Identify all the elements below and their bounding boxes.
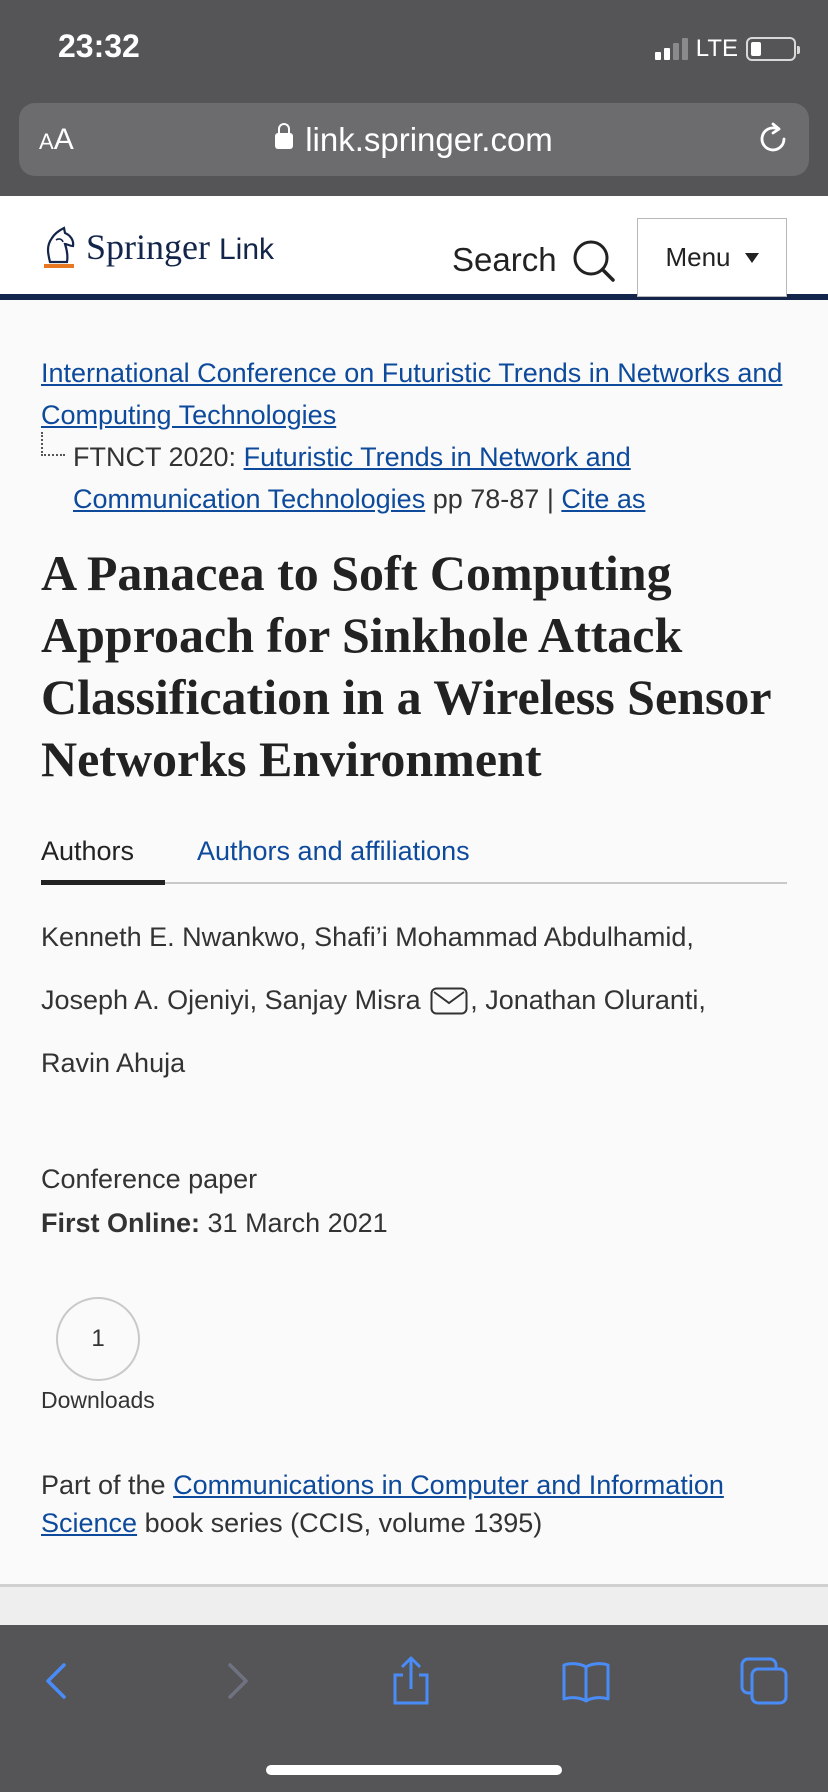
back-icon[interactable] — [32, 1655, 84, 1707]
site-header — [0, 196, 828, 300]
status-indicators — [655, 34, 796, 64]
url-display[interactable] — [19, 121, 809, 159]
menu-button[interactable] — [637, 218, 787, 297]
section-band — [0, 1587, 828, 1625]
logo-text: Springer Link — [86, 227, 275, 267]
book-series: Part of the Communications in Computer and Information Science book series (CCIS, volume 1395) — [41, 1470, 724, 1538]
proceedings-prefix: FTNCT 2020: — [73, 442, 237, 472]
paper-title: A Panacea to Soft Computing Approach for Sinkhole Attack Classification in a Wireless Sensor Networks Environment — [41, 545, 771, 787]
status-time: 23:32 — [58, 28, 140, 64]
share-icon[interactable] — [385, 1655, 437, 1707]
series-link[interactable]: Communications in Computer and Information Science — [41, 1470, 724, 1538]
breadcrumb — [41, 352, 791, 436]
email-icon[interactable] — [430, 987, 468, 1015]
author-line: Joseph A. Ojeniyi, Sanjay Misra , Jonathan Oluranti, — [41, 985, 706, 1015]
network-label: LTE — [695, 35, 738, 62]
page-range: pp 78-87 — [432, 484, 540, 514]
article-content — [41, 352, 791, 1542]
forward-icon[interactable] — [210, 1655, 262, 1707]
signal-icon — [655, 38, 688, 60]
tab-authors[interactable]: Authors — [41, 836, 135, 866]
reload-icon[interactable] — [755, 121, 791, 157]
author-tabs — [41, 836, 787, 884]
conference-link[interactable]: International Conference on Futuristic Trends in Networks and Computing Technologies — [41, 358, 783, 430]
separator: | — [546, 484, 554, 514]
proceedings-link[interactable]: Futuristic Trends in Network and Communication Technologies — [73, 442, 631, 514]
paper-type: Conference paper — [41, 1164, 258, 1194]
lock-icon — [275, 133, 293, 149]
battery-icon — [746, 37, 796, 61]
author-line: Ravin Ahuja — [41, 1048, 186, 1078]
home-indicator — [266, 1765, 562, 1775]
bookmarks-icon[interactable] — [560, 1655, 612, 1707]
first-online-label: First Online: — [41, 1208, 201, 1238]
proceedings-line — [73, 436, 791, 520]
author-line: Kenneth E. Nwankwo, Shafi’i Mohammad Abdulhamid, — [41, 922, 694, 952]
first-online-date: 31 March 2021 — [207, 1208, 388, 1238]
search-label: Search — [452, 241, 557, 278]
downloads-label: Downloads — [41, 1387, 155, 1413]
tabs-icon[interactable] — [738, 1655, 790, 1707]
cite-as-link[interactable]: Cite as — [561, 484, 646, 514]
paper-meta — [41, 1157, 791, 1245]
menu-label: Menu — [665, 242, 731, 272]
author-list — [41, 906, 791, 1095]
caret-down-icon — [745, 253, 759, 263]
url-text: link.springer.com — [305, 121, 553, 158]
text-size-button[interactable]: AA — [39, 123, 74, 156]
tree-connector — [41, 432, 65, 456]
address-bar[interactable] — [19, 103, 809, 176]
browser-top-chrome — [0, 0, 828, 196]
springer-link-logo[interactable] — [40, 224, 274, 270]
tab-authors-and-affiliations[interactable]: Authors and affiliations — [197, 836, 470, 866]
search-icon — [571, 238, 615, 282]
first-online — [41, 1201, 791, 1245]
horse-logo-icon — [40, 224, 78, 270]
search-button[interactable] — [452, 238, 615, 282]
downloads-metric — [41, 1297, 791, 1414]
active-tab-indicator — [41, 880, 165, 885]
downloads-count: 1 — [56, 1297, 140, 1381]
